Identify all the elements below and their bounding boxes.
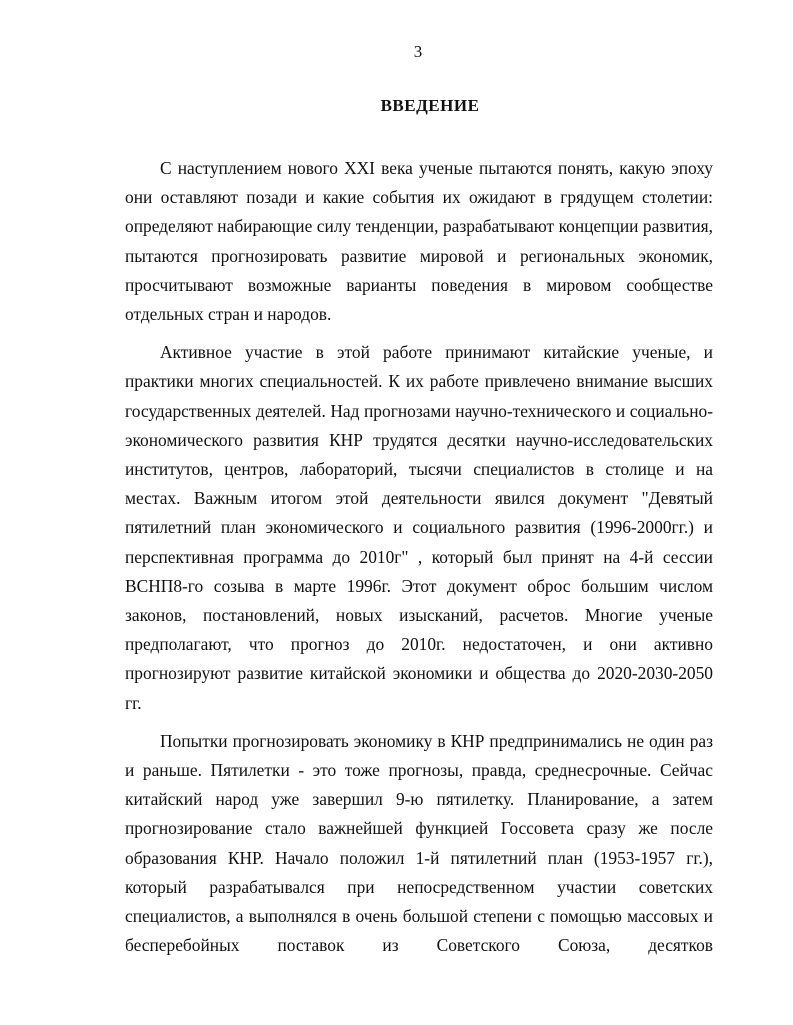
paragraph-intro: С наступлением нового XXI века ученые пытаются понять, какую эпоху они оставляют позади и какие события их ожидают в грядущем столетии: определяют набирающие силу тенденции, разрабатывают концепции развития, пытаются прогнозировать развитие мировой и региональных экономик, просчитывают возможные варианты поведения в мировом сообществе отдельных стран и народов. bbox=[125, 158, 713, 325]
body-text bbox=[125, 154, 713, 960]
paragraph-forecast-attempts: Попытки прогнозировать экономику в КНР предпринимались не один раз и раньше. Пятилетки - это тоже прогнозы, правда, среднесрочные. Сейчас китайский народ уже завершил 9-ю пятилетку. Планирование, а затем прогнозирование стало важнейшей функцией Госсовета сразу же после образования КНР. Начало положил 1-й пятилетний план (1953-1957 гг.), который разрабатывался при непосредственном участии советских специалистов, а выполнялся в очень большой степени с помощью массовых и бесперебойных поставок из Советского Союза, десятков bbox=[125, 730, 713, 956]
paragraph-chinese-scientists: Активное участие в этой работе принимают китайские ученые, и практики многих специальностей. К их работе привлечено внимание высших государственных деятелей. Над прогнозами научно-технического и социально-экономического развития КНР трудятся десятки научно-исследовательских институтов, центров, лабораторий, тысячи специалистов в столице и на местах. Важным итогом этой деятельности явился документ "Девятый пятилетний план экономического и социального развития (1996-2000гг.) и перспективная программа до 2010г" , который был принят на 4-й сессии ВСНП8-го созыва в марте 1996г. Этот документ оброс большим числом законов, постановлений, новых изысканий, расчетов. Многие ученые предполагают, что прогноз до 2010г. недостаточен, и они активно прогнозируют развитие китайской экономики и общества до 2020-2030-2050 гг. bbox=[125, 342, 713, 713]
section-heading: ВВЕДЕНИЕ bbox=[380, 96, 480, 115]
page-number: 3 bbox=[413, 42, 423, 61]
